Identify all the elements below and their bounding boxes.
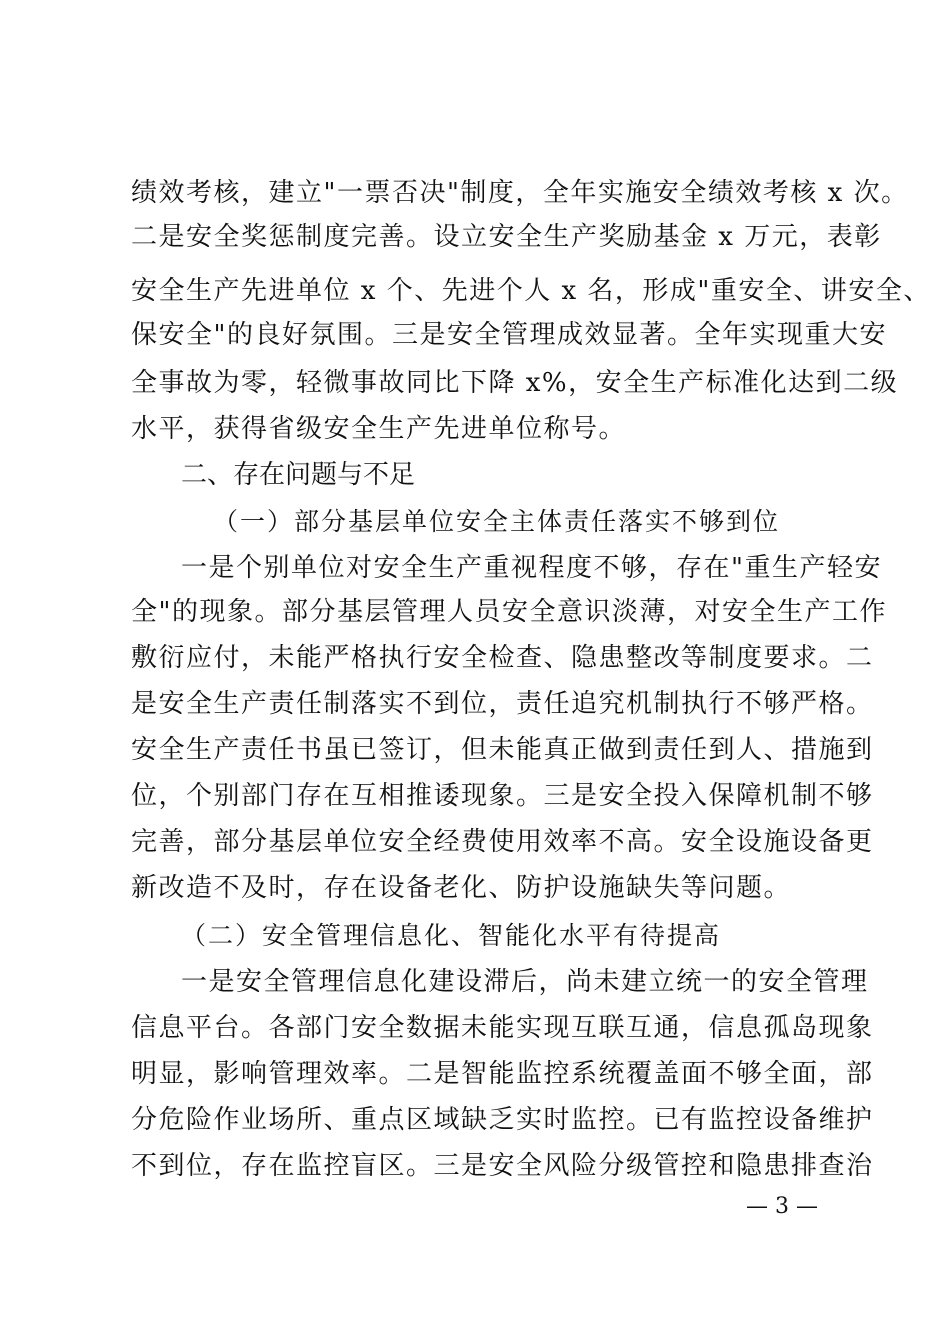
paragraph-line: 信息平台。各部门安全数据未能实现互联互通，信息孤岛现象 — [131, 1013, 874, 1043]
paragraph-line: 全"的现象。部分基层管理人员安全意识淡薄，对安全生产工作 — [131, 597, 887, 627]
subsection-title: （一）部分基层单位安全主体责任落实不够到位 — [213, 507, 781, 536]
paragraph-line: 不到位，存在监控盲区。三是安全风险分级管控和隐患排查治 — [131, 1151, 874, 1181]
paragraph-line: 一是安全管理信息化建设滞后，尚未建立统一的安全管理 — [181, 967, 869, 997]
paragraph-line: 敷衍应付，未能严格执行安全检查、隐患整改等制度要求。二 — [131, 643, 874, 673]
subsection-title: （二）安全管理信息化、智能化水平有待提高 — [181, 921, 722, 950]
paragraph-line: 全事故为零，轻微事故同比下降 x%，安全生产标准化达到二级 — [131, 368, 899, 398]
paragraph-line: 完善，部分基层单位安全经费使用效率不高。安全设施设备更 — [131, 827, 874, 857]
paragraph-line: 一是个别单位对安全生产重视程度不够，存在"重生产轻安 — [181, 553, 882, 583]
paragraph-line: 水平，获得省级安全生产先进单位称号。 — [131, 414, 627, 444]
page-number: — 3 — — [746, 1194, 818, 1219]
paragraph-line: 安全生产责任书虽已签订，但未能真正做到责任到人、措施到 — [131, 735, 874, 765]
paragraph-line: 是安全生产责任制落实不到位，责任追究机制执行不够严格。 — [131, 689, 874, 719]
paragraph-line: 分危险作业场所、重点区域缺乏实时监控。已有监控设备维护 — [131, 1105, 874, 1135]
paragraph-line: 保安全"的良好氛围。三是安全管理成效显著。全年实现重大安 — [131, 320, 887, 350]
paragraph-line: 安全生产先进单位 x 个、先进个人 x 名，形成"重安全、讲安全、 — [131, 276, 931, 306]
paragraph-line: 新改造不及时，存在设备老化、防护设施缺失等问题。 — [131, 873, 792, 903]
paragraph-line: 位，个别部门存在互相推诿现象。三是安全投入保障机制不够 — [131, 781, 874, 811]
section-title: 二、存在问题与不足 — [181, 460, 416, 490]
paragraph-line: 二是安全奖惩制度完善。设立安全生产奖励基金 x 万元，表彰 — [131, 222, 882, 252]
paragraph-line: 绩效考核，建立"一票否决"制度，全年实施安全绩效考核 x 次。 — [131, 178, 909, 208]
paragraph-line: 明显，影响管理效率。二是智能监控系统覆盖面不够全面，部 — [131, 1059, 874, 1089]
